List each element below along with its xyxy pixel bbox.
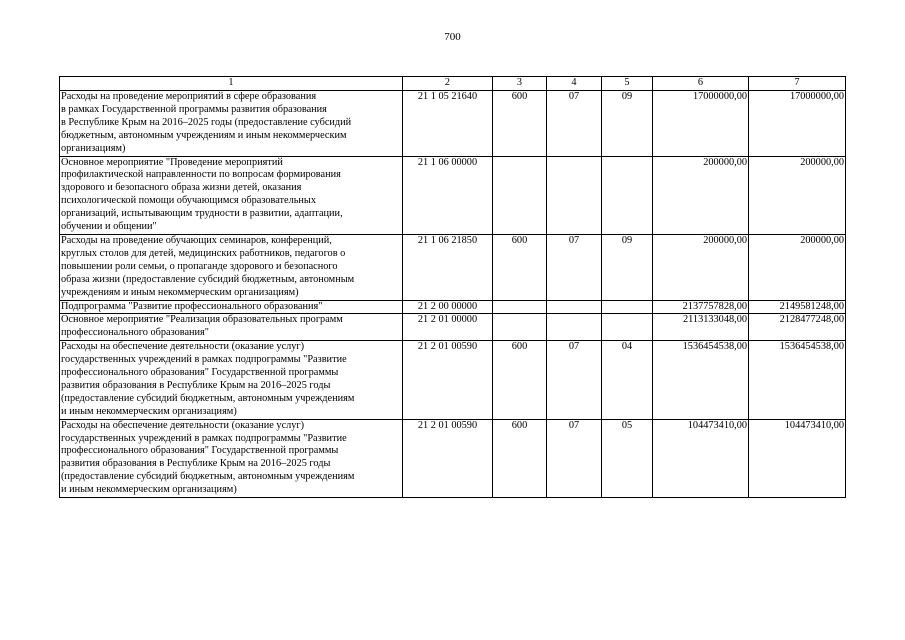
expense-type-code xyxy=(493,156,547,234)
budget-table xyxy=(59,76,846,498)
subsection-code: 05 xyxy=(602,419,653,497)
subsection-code xyxy=(602,156,653,234)
section-code xyxy=(547,156,602,234)
amount-col7: 2149581248,00 xyxy=(749,300,846,314)
table-row xyxy=(60,91,846,157)
amount-col7: 17000000,00 xyxy=(749,91,846,157)
target-code: 21 1 06 21850 xyxy=(403,234,493,300)
section-code: 07 xyxy=(547,341,602,419)
amount-col6: 2137757828,00 xyxy=(653,300,749,314)
target-code: 21 1 06 00000 xyxy=(403,156,493,234)
section-code xyxy=(547,314,602,341)
subsection-code xyxy=(602,300,653,314)
amount-col6: 200000,00 xyxy=(653,156,749,234)
expense-name: Расходы на проведение обучающих семинаров, конференций, круглых столов для детей, медицинских работников, педагогов о повышении роли семьи, о пропаганде здорового и безопасного образа жизни (предоставление субсидий бюджетным, автономным учреждениям и иным некоммерческим организациям) xyxy=(60,234,403,300)
section-code xyxy=(547,300,602,314)
column-header: 2 xyxy=(403,77,493,91)
column-header: 7 xyxy=(749,77,846,91)
expense-name: Основное мероприятие "Проведение мероприятий профилактической направленности по вопросам формирования здорового и безопасного образа жизни детей, оказания психологической помощи обучающимся образовательных организаций, испытывающим трудности в развитии, адаптации, обучении и общении" xyxy=(60,156,403,234)
expense-type-code xyxy=(493,300,547,314)
target-code: 21 2 01 00590 xyxy=(403,341,493,419)
amount-col7: 104473410,00 xyxy=(749,419,846,497)
expense-type-code xyxy=(493,314,547,341)
target-code: 21 2 01 00590 xyxy=(403,419,493,497)
expense-name: Подпрограмма "Развитие профессионального образования" xyxy=(60,300,403,314)
expense-name: Расходы на обеспечение деятельности (оказание услуг) государственных учреждений в рамках подпрограммы "Развитие профессионального образования" Государственной программы развития образования в Республике Крым на 2016–2025 годы (предоставление субсидий бюджетным, автономным учреждениям и иным некоммерческим организациям) xyxy=(60,341,403,419)
amount-col7: 2128477248,00 xyxy=(749,314,846,341)
table-row xyxy=(60,314,846,341)
amount-col6: 104473410,00 xyxy=(653,419,749,497)
subsection-code: 04 xyxy=(602,341,653,419)
section-code: 07 xyxy=(547,419,602,497)
amount-col6: 1536454538,00 xyxy=(653,341,749,419)
expense-type-code: 600 xyxy=(493,341,547,419)
target-code: 21 2 01 00000 xyxy=(403,314,493,341)
table-row xyxy=(60,300,846,314)
amount-col6: 200000,00 xyxy=(653,234,749,300)
expense-name: Расходы на обеспечение деятельности (оказание услуг) государственных учреждений в рамках подпрограммы "Развитие профессионального образования" Государственной программы развития образования в Республике Крым на 2016–2025 годы (предоставление субсидий бюджетным, автономным учреждениям и иным некоммерческим организациям) xyxy=(60,419,403,497)
column-header: 3 xyxy=(493,77,547,91)
subsection-code: 09 xyxy=(602,234,653,300)
amount-col6: 2113133048,00 xyxy=(653,314,749,341)
section-code: 07 xyxy=(547,91,602,157)
expense-name: Основное мероприятие "Реализация образовательных программ профессионального образования" xyxy=(60,314,403,341)
column-header: 1 xyxy=(60,77,403,91)
subsection-code: 09 xyxy=(602,91,653,157)
table-row xyxy=(60,234,846,300)
table-row xyxy=(60,341,846,419)
subsection-code xyxy=(602,314,653,341)
column-header: 6 xyxy=(653,77,749,91)
expense-type-code: 600 xyxy=(493,91,547,157)
column-header: 5 xyxy=(602,77,653,91)
page-number: 700 xyxy=(444,31,461,43)
expense-type-code: 600 xyxy=(493,419,547,497)
target-code: 21 2 00 00000 xyxy=(403,300,493,314)
column-header: 4 xyxy=(547,77,602,91)
amount-col7: 200000,00 xyxy=(749,156,846,234)
amount-col7: 1536454538,00 xyxy=(749,341,846,419)
amount-col6: 17000000,00 xyxy=(653,91,749,157)
table-row xyxy=(60,419,846,497)
expense-type-code: 600 xyxy=(493,234,547,300)
amount-col7: 200000,00 xyxy=(749,234,846,300)
section-code: 07 xyxy=(547,234,602,300)
target-code: 21 1 05 21640 xyxy=(403,91,493,157)
header-row xyxy=(60,77,846,91)
expense-name: Расходы на проведение мероприятий в сфере образования в рамках Государственной программы развития образования в Республике Крым на 2016–2025 годы (предоставление субсидий бюджетным, автономным учреждениям и иным некоммерческим организациям) xyxy=(60,91,403,157)
table-row xyxy=(60,156,846,234)
